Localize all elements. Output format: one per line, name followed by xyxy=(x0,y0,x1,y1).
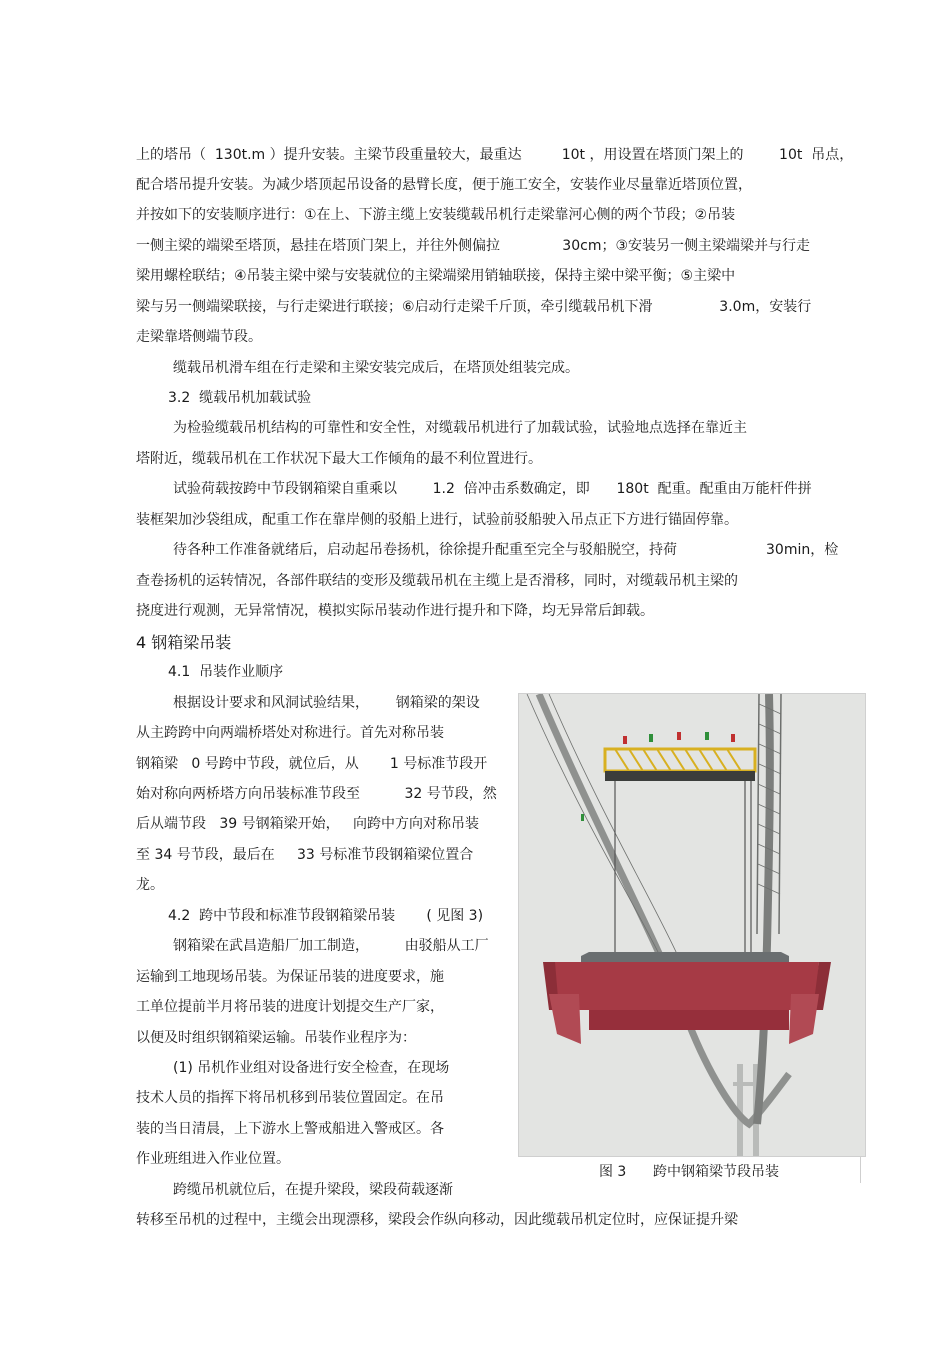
figure-caption: 图 3 跨中钢箱梁节段吊装 xyxy=(518,1156,861,1183)
text-line: 钢箱梁 0 号跨中节段，就位后，从 1 号标准节段开 xyxy=(136,756,488,772)
section-heading-4-1: 4.1 吊装作业顺序 xyxy=(168,664,284,680)
text-line: 查卷扬机的运转情况，各部件联结的变形及缆载吊机在主缆上是否滑移，同时，对缆载吊机主梁的 xyxy=(136,573,738,589)
text-line: 根据设计要求和风洞试验结果， 钢箱梁的架设 xyxy=(173,695,480,711)
text-line: 作业班组进入作业位置。 xyxy=(136,1151,290,1167)
text-line: 转移至吊机的过程中，主缆会出现漂移，梁段会作纵向移动，因此缆载吊机定位时，应保证提升梁 xyxy=(136,1212,738,1228)
text-line: 走梁靠塔侧端节段。 xyxy=(136,329,262,345)
text-line: 从主跨跨中向两端桥塔处对称进行。首先对称吊装 xyxy=(136,725,444,741)
text-line: 龙。 xyxy=(136,877,164,893)
text-line: 挠度进行观测，无异常情况，模拟实际吊装动作进行提升和下降，均无异常后卸载。 xyxy=(136,603,654,619)
text-line: 梁与另一侧端梁联接，与行走梁进行联接；⑥启动行走梁千斤顶，牵引缆载吊机下滑 3.0m，安装行 xyxy=(136,299,812,315)
text-line: 钢箱梁在武昌造船厂加工制造， 由驳船从工厂 xyxy=(173,938,489,954)
bridge-lifting-illustration xyxy=(519,694,865,1156)
text-line: (1) 吊机作业组对设备进行安全检查，在现场 xyxy=(173,1060,450,1076)
text-line: 待各种工作准备就绪后，启动起吊卷扬机，徐徐提升配重至完全与驳船脱空，持荷 30min，检 xyxy=(173,542,839,558)
text-line: 试验荷载按跨中节段钢箱梁自重乘以 1.2 倍冲击系数确定，即 180t 配重。配重由万能杆件拼 xyxy=(173,481,812,497)
text-line: 梁用螺栓联结；④吊装主梁中梁与安装就位的主梁端梁用销轴联接，保持主梁中梁平衡；⑤主梁中 xyxy=(136,268,736,284)
section-heading-4: 4 钢箱梁吊装 xyxy=(136,633,232,652)
text-line: 缆载吊机滑车组在行走梁和主梁安装完成后，在塔顶处组装完成。 xyxy=(173,360,579,376)
text-line: 跨缆吊机就位后，在提升梁段，梁段荷载逐渐 xyxy=(173,1182,453,1198)
text-line: 为检验缆载吊机结构的可靠性和安全性，对缆载吊机进行了加载试验，试验地点选择在靠近主 xyxy=(173,420,747,436)
text-line: 装框架加沙袋组成，配重工作在靠岸侧的驳船上进行，试验前驳船驶入吊点正下方进行锚固停靠。 xyxy=(136,512,738,528)
text-line: 至 34 号节段，最后在 33 号标准节段钢箱梁位置合 xyxy=(136,847,474,863)
text-line: 装的当日清晨，上下游水上警戒船进入警戒区。各 xyxy=(136,1121,444,1137)
text-line: 后从端节段 39 号钢箱梁开始， 向跨中方向对称吊装 xyxy=(136,816,479,832)
text-line: 始对称向两桥塔方向吊装标准节段至 32 号节段，然 xyxy=(136,786,497,802)
text-line: 技术人员的指挥下将吊机移到吊装位置固定。在吊 xyxy=(136,1090,444,1106)
text-line: 塔附近，缆载吊机在工作状况下最大工作倾角的最不利位置进行。 xyxy=(136,451,542,467)
text-line: 上的塔吊（ 130t.m ）提升安装。主梁节段重量较大，最重达 10t ，用设置在塔顶门架上的 10t 吊点， xyxy=(136,147,854,163)
text-line: 一侧主梁的端梁至塔顶，悬挂在塔顶门架上，并往外侧偏拉 30cm；③安装另一侧主梁端梁并与行走 xyxy=(136,238,811,254)
crane-beam xyxy=(605,771,755,781)
section-heading-4-2: 4.2 跨中节段和标准节段钢箱梁吊装 ( 见图 3) xyxy=(168,908,484,924)
text-line: 以便及时组织钢箱梁运输。吊装作业程序为： xyxy=(136,1030,416,1046)
text-line: 并按如下的安装顺序进行：①在上、下游主缆上安装缆载吊机行走梁靠河心侧的两个节段；②吊装 xyxy=(136,207,736,223)
figure-3-photo xyxy=(518,693,866,1157)
text-line: 运输到工地现场吊装。为保证吊装的进度要求，施 xyxy=(136,969,444,985)
steel-box-girder xyxy=(549,962,819,1010)
text-line: 配合塔吊提升安装。为减少塔顶起吊设备的悬臂长度，便于施工安全，安装作业尽量靠近塔顶位置， xyxy=(136,177,752,193)
text-line: 工单位提前半月将吊装的进度计划提交生产厂家， xyxy=(136,999,444,1015)
section-heading-3-2: 3.2 缆载吊机加载试验 xyxy=(168,390,312,406)
